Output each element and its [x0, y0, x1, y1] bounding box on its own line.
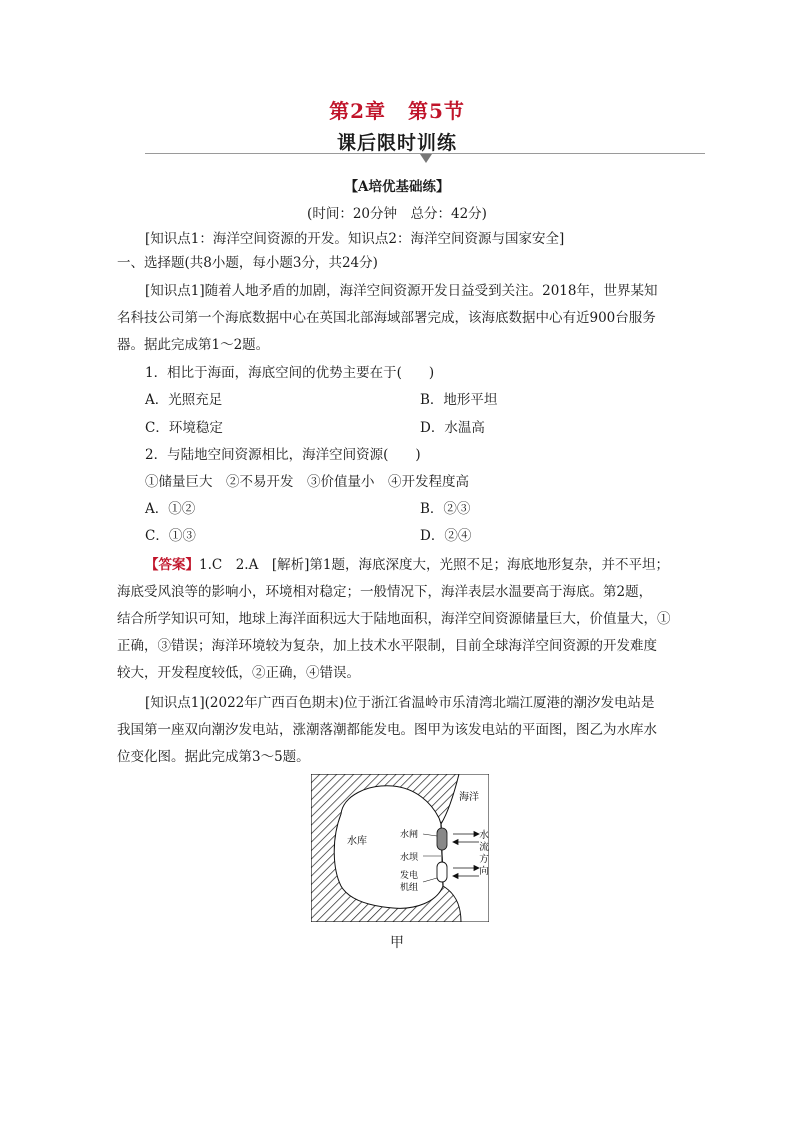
generator-icon	[437, 862, 447, 882]
page-title: 课后限时训练	[336, 132, 457, 154]
part-heading: 一、选择题(共8小题，每小题3分，共24分)	[117, 255, 378, 271]
label-ocean: 海洋	[459, 792, 479, 803]
question1-option-a: A．光照充足	[145, 392, 223, 408]
passage1-line2: 名科技公司第一个海底数据中心在英国北部海域部署完成，该海底数据中心有近900台服务	[117, 310, 656, 326]
label-sluice: 水闸	[399, 830, 419, 840]
answer-line5: 较大，开发程度较低，②正确，④错误。	[117, 665, 360, 681]
sluice-icon	[437, 828, 447, 850]
chapter-number: 第2章	[329, 99, 386, 123]
question1-option-b: B．地形平坦	[420, 392, 498, 408]
question1-option-c: C．环境稳定	[145, 420, 223, 436]
question2-items: ①储量巨大 ②不易开发 ③价值量小 ④开发程度高	[145, 474, 469, 490]
question2-stem: 2．与陆地空间资源相比，海洋空间资源( )	[145, 447, 421, 463]
label-flow-2: 流	[479, 842, 489, 853]
label-generator-1: 发电	[399, 871, 419, 881]
knowledge-points: [知识点1：海洋空间资源的开发。知识点2：海洋空间资源与国家安全]	[145, 231, 565, 247]
question2-option-c: C．①③	[145, 528, 196, 544]
exercise-timing: (时间：20分钟 总分：42分)	[307, 206, 487, 222]
tidal-station-map	[311, 774, 489, 922]
label-flow-1: 水	[479, 830, 489, 841]
answer-line1	[145, 552, 669, 579]
passage2-line2: 我国第一座双向潮汐发电站，涨潮落潮都能发电。图甲为该发电站的平面图，图乙为水库水	[117, 722, 657, 738]
label-generator-2: 机组	[399, 883, 419, 893]
passage1-line1: [知识点1]随着人地矛盾的加剧，海洋空间资源开发日益受到关注。2018年，世界某知	[145, 283, 658, 299]
exercise-level: 【A培优基础练】	[344, 179, 450, 195]
answer-line4: 正确，③错误；海洋环境较为复杂，加上技术水平限制，目前全球海洋空间资源的开发难度	[117, 638, 657, 654]
question2-option-d: D．②④	[420, 528, 472, 544]
chapter-heading	[0, 95, 794, 124]
question1-option-d: D．水温高	[420, 420, 485, 436]
figure-caption: 甲	[390, 935, 404, 951]
passage2-line1: [知识点1](2022年广西百色期末)位于浙江省温岭市乐清湾北端江厦港的潮汐发电站是	[145, 695, 655, 711]
question2-option-b: B．②③	[420, 501, 471, 517]
question1-stem: 1．相比于海面，海底空间的优势主要在于( )	[145, 365, 435, 381]
answer-tag: 【答案】	[145, 557, 199, 573]
passage1-line3: 器。据此完成第1～2题。	[117, 337, 270, 353]
label-reservoir: 水库	[347, 836, 367, 847]
answer-line3: 结合所学知识可知，地球上海洋面积远大于陆地面积，海洋空间资源储量巨大，价值量大，①	[117, 611, 671, 627]
answer-text: 1.C 2.A [解析]第1题，海底深度大，光照不足；海底地形复杂，并不平坦；	[199, 557, 669, 573]
question2-option-a: A．①②	[145, 501, 196, 517]
section-number: 第5节	[408, 99, 465, 123]
label-dam: 水坝	[399, 853, 419, 863]
answer-line2: 海底受风浪等的影响小，环境相对稳定；一般情况下，海洋表层水温要高于海底。第2题，	[117, 584, 653, 600]
divider-marker-icon	[420, 154, 432, 163]
reservoir-area	[334, 786, 443, 909]
label-flow-4: 向	[479, 866, 489, 877]
passage2-line3: 位变化图。据此完成第3～5题。	[117, 749, 310, 765]
label-flow-3: 方	[479, 854, 489, 865]
